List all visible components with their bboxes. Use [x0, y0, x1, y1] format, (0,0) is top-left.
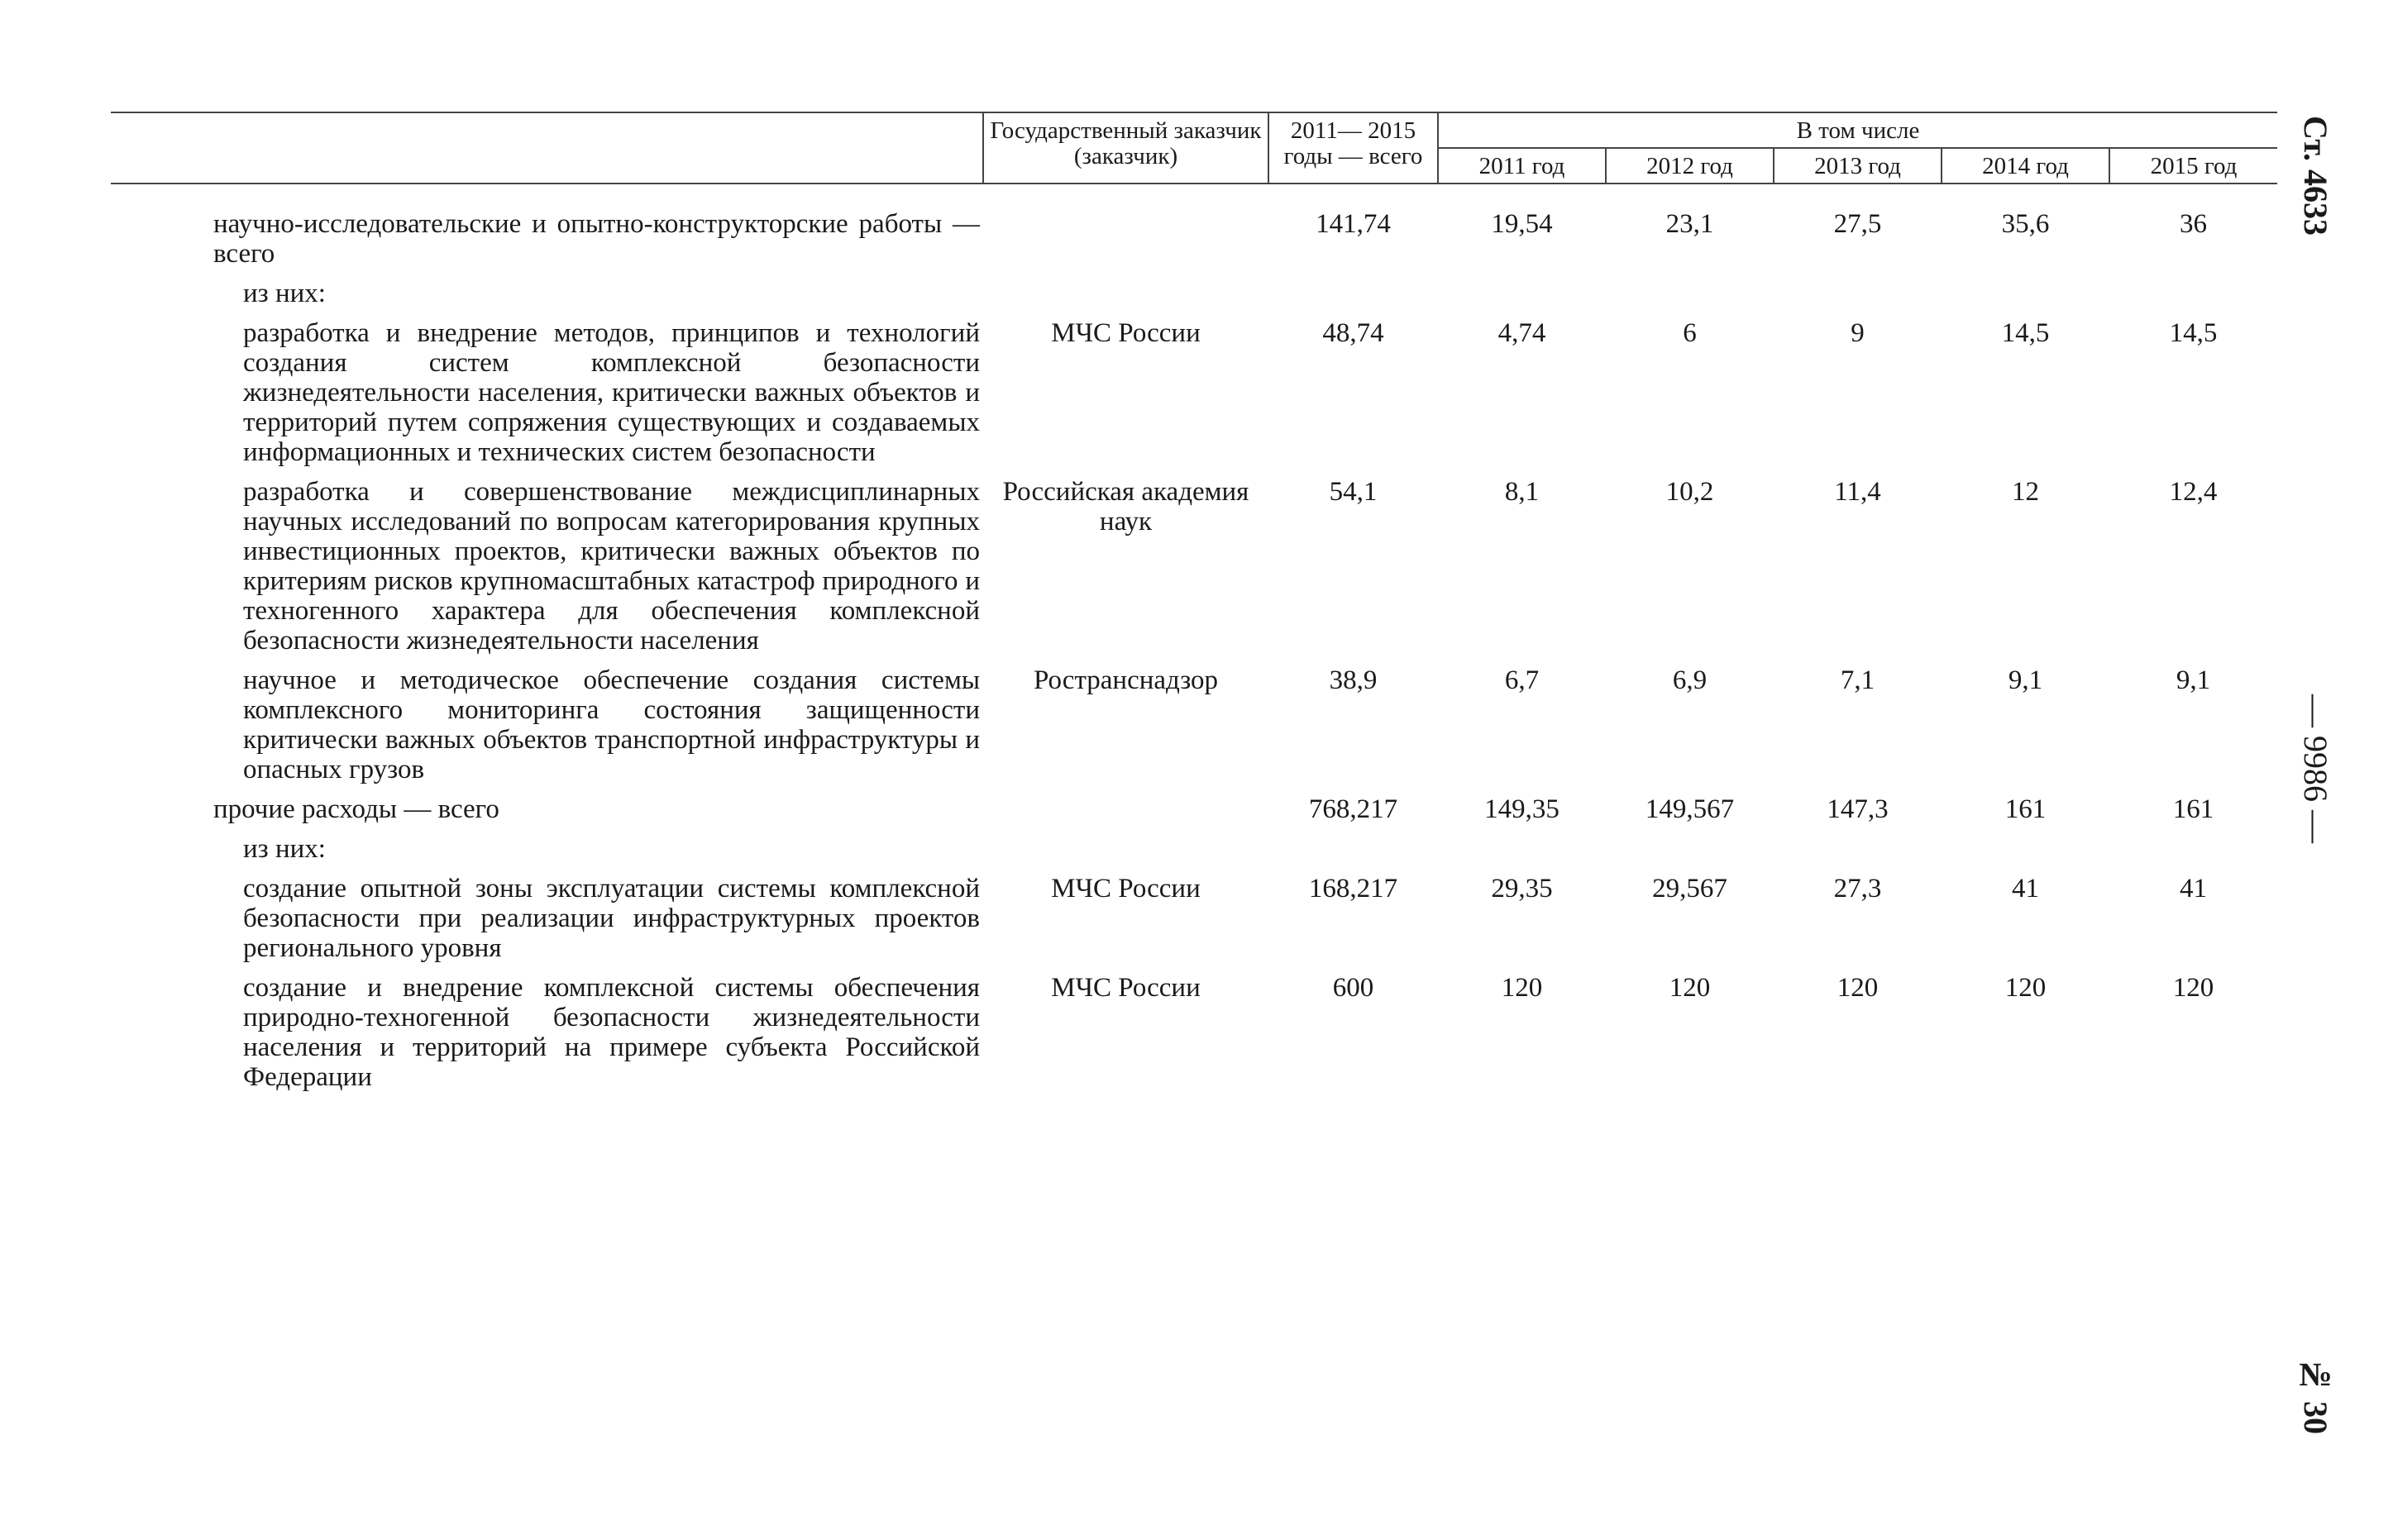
row-value-2015: 14,5	[2169, 318, 2218, 348]
row-value-2013: 7,1	[1840, 665, 1875, 695]
table-row	[111, 467, 2277, 656]
row-description: научно-исследовательские и опытно-конструкторские работы — всего	[213, 209, 980, 269]
table-row	[111, 184, 2277, 269]
row-customer: Ространснадзор	[1033, 665, 1219, 695]
header-including: В том числе	[1438, 112, 2277, 148]
row-value-2011: 4,74	[1497, 318, 1546, 348]
row-value-2015: 161	[2172, 794, 2214, 824]
page-reference: Ст. 4633	[2297, 116, 2334, 236]
row-value-2014: 9,1	[2008, 665, 2043, 695]
row-total: 168,217	[1308, 874, 1398, 903]
table-row	[111, 308, 2277, 467]
row-value-2012: 149,567	[1645, 794, 1735, 824]
row-value-2011: 29,35	[1491, 874, 1553, 903]
issue-number: № 30	[2297, 1356, 2334, 1434]
row-value-2015: 9,1	[2176, 665, 2211, 695]
row-value-2012: 29,567	[1652, 874, 1727, 903]
row-value-2015: 36	[2180, 209, 2208, 239]
row-value-2014: 161	[2004, 794, 2047, 824]
table-row	[111, 864, 2277, 963]
header-description	[111, 112, 983, 184]
row-total: 600	[1332, 973, 1374, 1003]
row-description: разработка и внедрение методов, принципов и технологий создания систем комплексной безопасности жизнедеятельности населения, критически важных объектов и территорий путем сопряжения существующих и создаваемых информационных и технических систем безопасности	[243, 318, 980, 467]
row-customer: МЧС России	[1051, 318, 1201, 348]
row-value-2014: 14,5	[2001, 318, 2050, 348]
row-value-2012: 6	[1683, 318, 1697, 348]
row-value-2013: 27,5	[1833, 209, 1882, 239]
header-customer: Государственный заказчик (заказчик)	[983, 112, 1268, 184]
row-description: создание и внедрение комплексной системы обеспечения природно-техногенной безопасности жизнедеятельности населения и территорий на примере субъекта Российской Федерации	[243, 973, 980, 1092]
row-customer: МЧС России	[1051, 973, 1201, 1003]
row-value-2014: 120	[2004, 973, 2047, 1003]
row-value-2013: 120	[1837, 973, 1879, 1003]
row-total: 768,217	[1308, 794, 1398, 824]
header-year-2015: 2015 год	[2109, 148, 2277, 184]
row-total: 48,74	[1322, 318, 1384, 348]
header-year-2012: 2012 год	[1606, 148, 1774, 184]
table-row	[111, 269, 2277, 308]
row-value-2015: 120	[2172, 973, 2214, 1003]
budget-table	[111, 112, 2277, 1092]
row-description: прочие расходы — всего	[213, 794, 499, 824]
row-value-2012: 120	[1669, 973, 1711, 1003]
row-customer	[983, 784, 1268, 824]
row-value-2011: 8,1	[1504, 477, 1540, 507]
row-value-2011: 6,7	[1504, 665, 1540, 695]
row-total: 38,9	[1329, 665, 1378, 695]
row-value-2011: 149,35	[1484, 794, 1560, 824]
table-row	[111, 824, 2277, 864]
table-row	[111, 963, 2277, 1092]
header-year-2011: 2011 год	[1438, 148, 1606, 184]
row-total: 141,74	[1316, 209, 1391, 239]
row-customer	[983, 184, 1268, 269]
row-value-2013: 147,3	[1827, 794, 1889, 824]
row-value-2012: 23,1	[1665, 209, 1714, 239]
row-value-2011: 120	[1501, 973, 1543, 1003]
row-subheading: из них:	[243, 834, 326, 864]
header-year-2013: 2013 год	[1774, 148, 1942, 184]
page-number: — 9986 —	[2297, 694, 2334, 843]
header-total: 2011— 2015 годы — всего	[1268, 112, 1438, 184]
row-total: 54,1	[1329, 477, 1378, 507]
table-row	[111, 784, 2277, 824]
row-subheading: из них:	[243, 279, 326, 308]
header-year-2014: 2014 год	[1942, 148, 2109, 184]
table-row	[111, 656, 2277, 784]
row-value-2015: 12,4	[2169, 477, 2218, 507]
row-value-2013: 9	[1851, 318, 1865, 348]
row-value-2014: 12	[2012, 477, 2039, 507]
row-description: научное и методическое обеспечение создания системы комплексного мониторинга состояния защищенности критически важных объектов транспортной инфраструктуры и опасных грузов	[243, 665, 980, 784]
row-value-2014: 35,6	[2001, 209, 2050, 239]
row-value-2012: 10,2	[1665, 477, 1714, 507]
row-value-2012: 6,9	[1672, 665, 1708, 695]
row-value-2015: 41	[2180, 874, 2208, 903]
row-customer: МЧС России	[1051, 874, 1201, 903]
row-value-2014: 41	[2012, 874, 2039, 903]
row-customer: Российская академия наук	[1002, 477, 1249, 536]
row-value-2013: 11,4	[1834, 477, 1881, 507]
row-description: создание опытной зоны эксплуатации системы комплексной безопасности при реализации инфраструктурных проектов регионального уровня	[243, 874, 980, 963]
row-description: разработка и совершенствование междисциплинарных научных исследований по вопросам категорирования крупных инвестиционных проектов, критически важных объектов по критериям рисков крупномасштабных катастроф природного и техногенного характера для обеспечения комплексной безопасности жизнедеятельности населения	[243, 477, 980, 656]
row-value-2013: 27,3	[1833, 874, 1882, 903]
row-value-2011: 19,54	[1491, 209, 1553, 239]
